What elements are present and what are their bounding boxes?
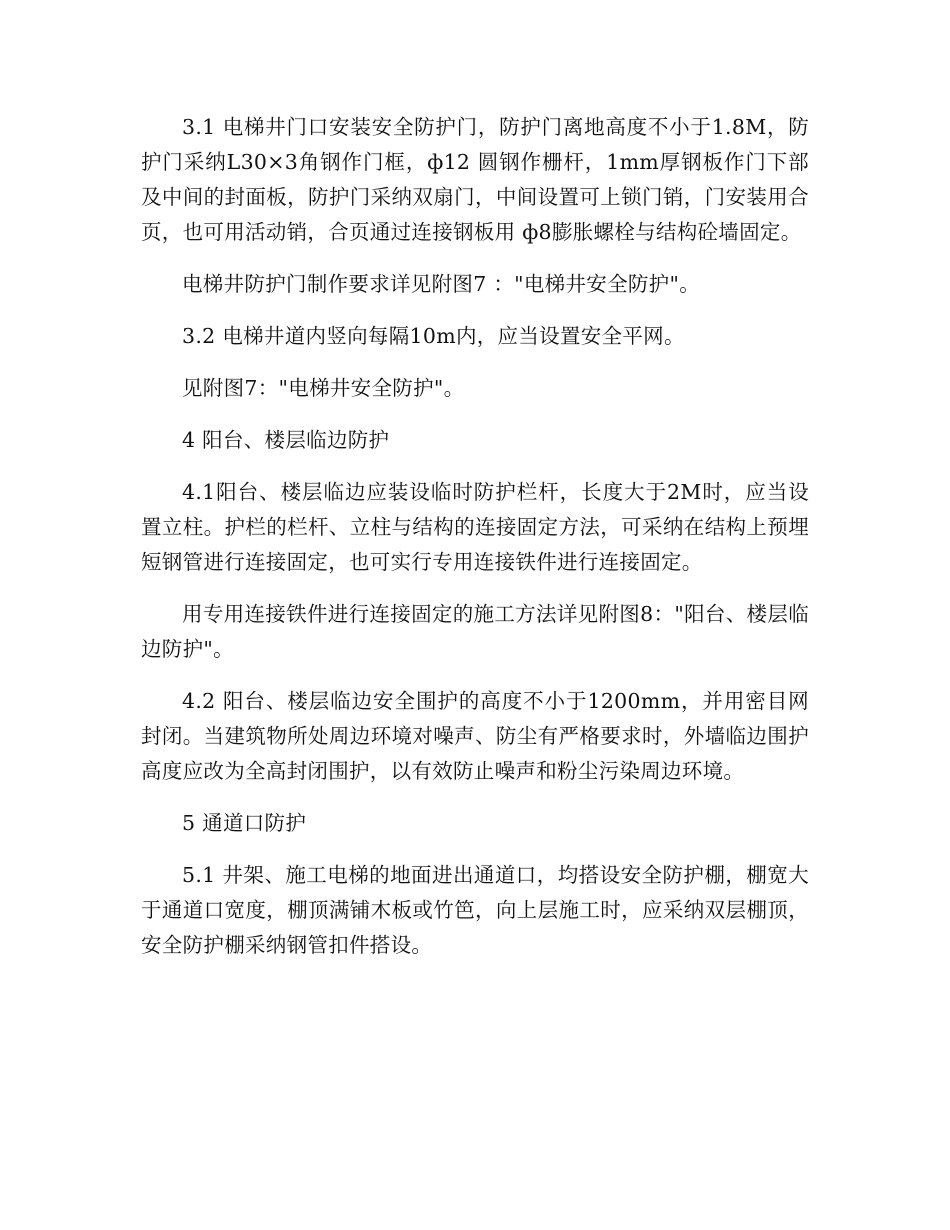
document-body — [141, 110, 809, 980]
section-heading-4: 4 阳台、楼层临边防护 — [182, 428, 390, 452]
paragraph-3-1: 3.1 电梯井门口安装安全防护门，防护门离地高度不小于1.8M，防护门采纳L30×3角钢作门框，ф12 圆钢作栅杆，1mm厚钢板作门下部及中间的封面板，防护门采纳双扇门，中间设置可上锁门销，门安装用合页，也可用活动销，合页通过连接钢板用 ф8膨胀螺栓与结构砼墙固定。 — [141, 115, 809, 244]
paragraph-figure-7-reference: 见附图7："电梯井安全防护"。 — [182, 376, 465, 400]
paragraph-3-2: 3.2 电梯井道内竖向每隔10m内，应当设置安全平网。 — [182, 324, 685, 348]
paragraph-figure-8-reference: 用专用连接铁件进行连接固定的施工方法详见附图8："阳台、楼层临边防护"。 — [141, 602, 809, 661]
paragraph-elevator-door-reference: 电梯井防护门制作要求详见附图7 ："电梯井安全防护"。 — [182, 272, 701, 296]
paragraph-5-1: 5.1 井架、施工电梯的地面进出通道口，均搭设安全防护棚，棚宽大于通道口宽度，棚顶满铺木板或竹笆，向上层施工时，应采纳双层棚顶，安全防护棚采纳钢管扣件搭设。 — [141, 863, 809, 957]
section-heading-5: 5 通道口防护 — [182, 811, 307, 835]
paragraph-4-1: 4.1阳台、楼层临边应装设临时防护栏杆，长度大于2M时，应当设置立柱。护栏的栏杆、立柱与结构的连接固定方法，可采纳在结构上预埋短钢管进行连接固定，也可实行专用连接铁件进行连接固定。 — [141, 480, 809, 574]
paragraph-4-2: 4.2 阳台、楼层临边安全围护的高度不小于1200mm，并用密目网封闭。当建筑物所处周边环境对噪声、防尘有严格要求时，外墙临边围护高度应改为全高封闭围护，以有效防止噪声和粉尘污染周边环境。 — [141, 689, 809, 783]
